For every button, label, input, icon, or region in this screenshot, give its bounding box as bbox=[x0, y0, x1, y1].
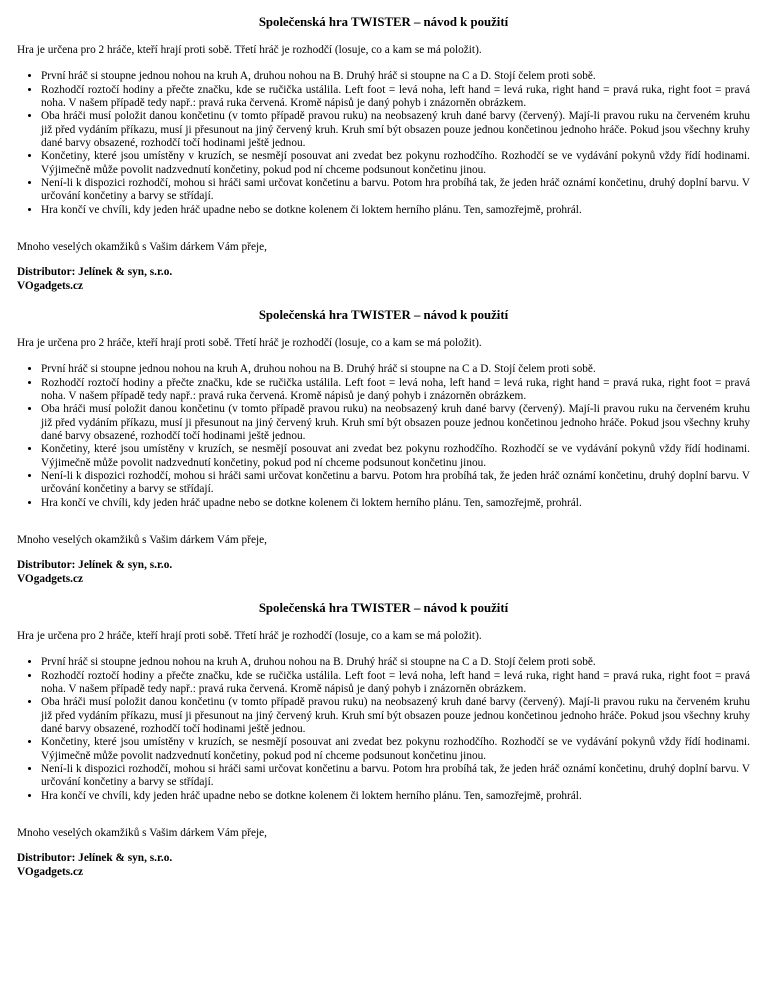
rule-item: • Končetiny, které jsou umístěny v kruzích, se nesmějí posouvat ani zvedat bez pokynu rozhodčího. Rozhodčí se ve vydávání pokynů vždy řídí hodinami. Výjimečně může povolit nadzvednutí končetiny, pokud pod ní chceme podsunout končetinu jinou. bbox=[41, 150, 750, 177]
rules-list bbox=[17, 363, 750, 510]
rule-item: • První hráč si stoupne jednou nohou na kruh A, druhou nohou na B. Druhý hráč si stoupne na C a D. Stojí čelem proti sobě. bbox=[41, 70, 750, 83]
website-line: VOgadgets.cz bbox=[17, 865, 83, 878]
rules-list bbox=[17, 70, 750, 217]
rule-item: • Končetiny, které jsou umístěny v kruzích, se nesmějí posouvat ani zvedat bez pokynu rozhodčího. Rozhodčí se ve vydávání pokynů vždy řídí hodinami. Výjimečně může povolit nadzvednutí končetiny, pokud pod ní chceme podsunout končetinu jinou. bbox=[41, 443, 750, 470]
rules-list bbox=[17, 656, 750, 803]
block-title: Společenská hra TWISTER – návod k použití bbox=[258, 15, 509, 29]
closing-line: Mnoho veselých okamžiků s Vašim dárkem Vám přeje, bbox=[17, 827, 267, 840]
intro-paragraph: Hra je určena pro 2 hráče, kteří hrají proti sobě. Třetí hráč je rozhodčí (losuje, co a kam se má položit). bbox=[17, 44, 482, 57]
rule-item: • Oba hráči musí položit danou končetinu (v tomto případě pravou ruku) na neobsazený kruh dané barvy (červený). Mají-li pravou ruku na červeném kruhu již před vydáním příkazu, musí ji přesunout na jiný červený kruh. Kruh smí být obsazen pouze jednou končetinou jednoho hráče. Pokud jsou všechny kruhy dané barvy obsazené, rozhodčí točí hodinami ještě jednou. bbox=[41, 696, 750, 736]
intro-paragraph: Hra je určena pro 2 hráče, kteří hrají proti sobě. Třetí hráč je rozhodčí (losuje, co a kam se má položit). bbox=[17, 337, 482, 350]
closing-line: Mnoho veselých okamžiků s Vašim dárkem Vám přeje, bbox=[17, 534, 267, 547]
rule-item: • Není-li k dispozici rozhodčí, mohou si hráči sami určovat končetinu a barvu. Potom hra probíhá tak, že jeden hráč oznámí končetinu, druhý doplní barvu. V určování končetiny a barvy se střídají. bbox=[41, 470, 750, 497]
rule-item: • Oba hráči musí položit danou končetinu (v tomto případě pravou ruku) na neobsazený kruh dané barvy (červený). Mají-li pravou ruku na červeném kruhu již před vydáním příkazu, musí ji přesunout na jiný červený kruh. Kruh smí být obsazen pouze jednou končetinou jednoho hráče. Pokud jsou všechny kruhy dané barvy obsazené, rozhodčí točí hodinami ještě jednou. bbox=[41, 403, 750, 443]
closing-line: Mnoho veselých okamžiků s Vašim dárkem Vám přeje, bbox=[17, 241, 267, 254]
instruction-block bbox=[17, 308, 750, 586]
rule-item: • Hra končí ve chvíli, kdy jeden hráč upadne nebo se dotkne kolenem či loktem herního plánu. Ten, samozřejmě, prohrál. bbox=[41, 204, 750, 217]
rule-item: • Rozhodčí roztočí hodiny a přečte značku, kde se ručička ustálila. Left foot = levá noha, left hand = levá ruka, right hand = pravá ruka, right foot = pravá noha. V našem případě tedy např.: pravá ruka červená. Kromě nápisů je daný pohyb i znázorněn obrázkem. bbox=[41, 377, 750, 404]
block-title: Společenská hra TWISTER – návod k použití bbox=[258, 308, 509, 323]
website-line: VOgadgets.cz bbox=[17, 279, 83, 292]
website-line: VOgadgets.cz bbox=[17, 572, 83, 585]
rule-item: • Rozhodčí roztočí hodiny a přečte značku, kde se ručička ustálila. Left foot = levá noha, left hand = levá ruka, right hand = pravá ruka, right foot = pravá noha. V našem případě tedy např.: pravá ruka červená. Kromě nápisů je daný pohyb i znázorněn obrázkem. bbox=[41, 670, 750, 697]
rule-item: • Hra končí ve chvíli, kdy jeden hráč upadne nebo se dotkne kolenem či loktem herního plánu. Ten, samozřejmě, prohrál. bbox=[41, 497, 750, 510]
distributor-line: Distributor: Jelínek & syn, s.r.o. bbox=[17, 852, 173, 865]
rule-item: • Rozhodčí roztočí hodiny a přečte značku, kde se ručička ustálila. Left foot = levá noha, left hand = levá ruka, right hand = pravá ruka, right foot = pravá noha. V našem případě tedy např.: pravá ruka červená. Kromě nápisů je daný pohyb i znázorněn obrázkem. bbox=[41, 84, 750, 111]
rule-item: • První hráč si stoupne jednou nohou na kruh A, druhou nohou na B. Druhý hráč si stoupne na C a D. Stojí čelem proti sobě. bbox=[41, 363, 750, 376]
block-title: Společenská hra TWISTER – návod k použití bbox=[258, 601, 509, 616]
instruction-block bbox=[17, 601, 750, 879]
rule-item: • Není-li k dispozici rozhodčí, mohou si hráči sami určovat končetinu a barvu. Potom hra probíhá tak, že jeden hráč oznámí končetinu, druhý doplní barvu. V určování končetiny a barvy se střídají. bbox=[41, 177, 750, 204]
rule-item: • Oba hráči musí položit danou končetinu (v tomto případě pravou ruku) na neobsazený kruh dané barvy (červený). Mají-li pravou ruku na červeném kruhu již před vydáním příkazu, musí ji přesunout na jiný červený kruh. Kruh smí být obsazen pouze jednou končetinou jednoho hráče. Pokud jsou všechny kruhy dané barvy obsazené, rozhodčí točí hodinami ještě jednou. bbox=[41, 110, 750, 150]
instruction-block bbox=[17, 15, 750, 293]
rule-item: • První hráč si stoupne jednou nohou na kruh A, druhou nohou na B. Druhý hráč si stoupne na C a D. Stojí čelem proti sobě. bbox=[41, 656, 750, 669]
rule-item: • Končetiny, které jsou umístěny v kruzích, se nesmějí posouvat ani zvedat bez pokynu rozhodčího. Rozhodčí se ve vydávání pokynů vždy řídí hodinami. Výjimečně může povolit nadzvednutí končetiny, pokud pod ní chceme podsunout končetinu jinou. bbox=[41, 736, 750, 763]
distributor-line: Distributor: Jelínek & syn, s.r.o. bbox=[17, 559, 173, 572]
rule-item: • Hra končí ve chvíli, kdy jeden hráč upadne nebo se dotkne kolenem či loktem herního plánu. Ten, samozřejmě, prohrál. bbox=[41, 790, 750, 803]
distributor-line: Distributor: Jelínek & syn, s.r.o. bbox=[17, 266, 173, 279]
intro-paragraph: Hra je určena pro 2 hráče, kteří hrají proti sobě. Třetí hráč je rozhodčí (losuje, co a kam se má položit). bbox=[17, 630, 482, 643]
rule-item: • Není-li k dispozici rozhodčí, mohou si hráči sami určovat končetinu a barvu. Potom hra probíhá tak, že jeden hráč oznámí končetinu, druhý doplní barvu. V určování končetiny a barvy se střídají. bbox=[41, 763, 750, 790]
